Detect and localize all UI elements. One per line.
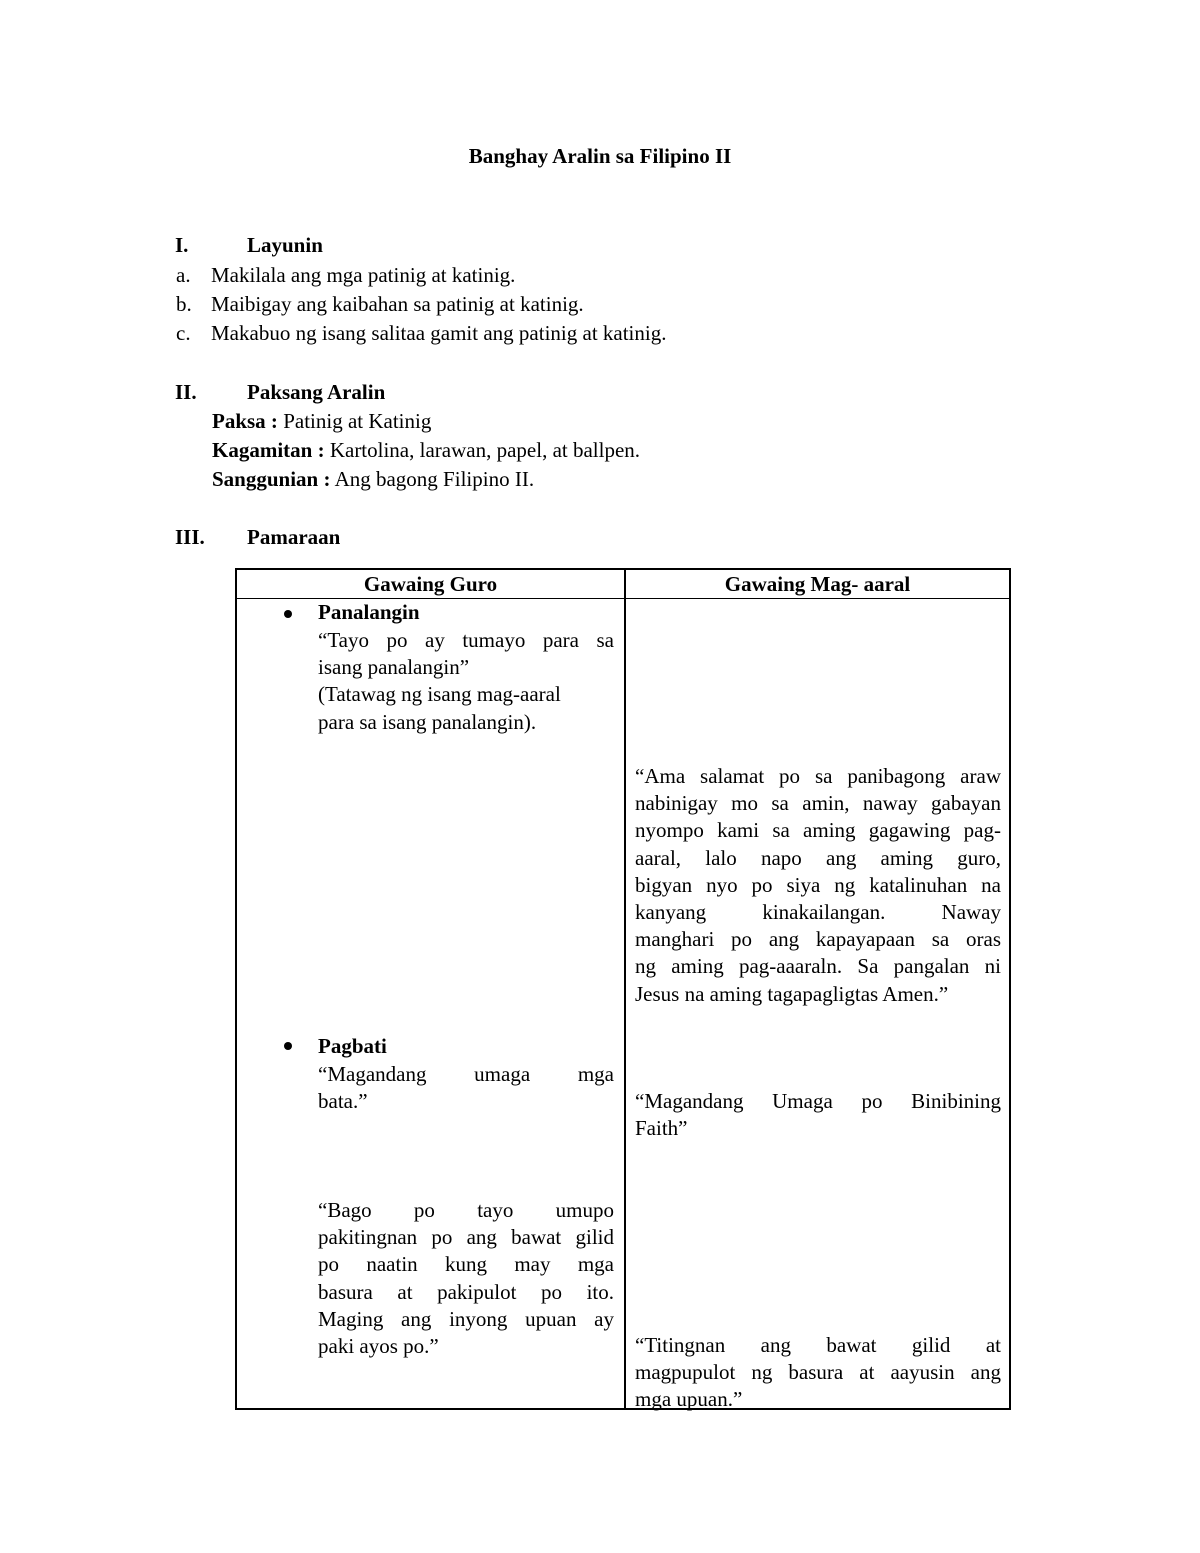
paksa-line — [212, 409, 431, 434]
objective-letter: c. — [176, 321, 191, 345]
objective-text: Makilala ang mga patinig at katinig. — [211, 263, 516, 287]
kagamitan-value: Kartolina, larawan, papel, at ballpen. — [324, 438, 641, 462]
text-line: kanyang kinakailangan. Naway — [635, 900, 1001, 925]
guro-panalangin-text — [318, 627, 614, 736]
mag-aaral-panalangin-text — [635, 763, 1001, 1008]
guro-bago-text — [318, 1197, 614, 1360]
text-line: pakitingnan po ang bawat gilid — [318, 1225, 614, 1250]
bullet-icon — [284, 1042, 292, 1050]
header-gawaing-mag-aaral: Gawaing Mag- aaral — [724, 572, 911, 596]
objective-letter: a. — [176, 263, 191, 287]
text-line: Maging ang inyong upuan ay — [318, 1306, 614, 1331]
text-line: Faith” — [635, 1116, 688, 1141]
sanggunian-value: Ang bagong Filipino II. — [330, 467, 535, 491]
section-title-paksang-aralin: Paksang Aralin — [247, 380, 386, 404]
text-line: “Magandang umaga mga — [318, 1062, 614, 1086]
section-number-layunin: I. — [175, 233, 189, 257]
text-line: nabinigay mo sa amin, naway gabayan — [635, 791, 1001, 816]
text-line: para sa isang panalangin). — [318, 709, 537, 734]
text-line: “Tayo po ay tumayo para sa — [318, 628, 614, 652]
text-line: bigyan nyo po siya ng katalinuhan na — [635, 872, 1001, 897]
sanggunian-label: Sanggunian : — [212, 467, 331, 491]
section-title-layunin: Layunin — [247, 233, 323, 257]
header-gawaing-guro: Gawaing Guro — [363, 572, 498, 596]
section-number-paksang-aralin: II. — [175, 380, 197, 404]
text-line: paki ayos po.” — [318, 1334, 439, 1359]
section-number-pamaraan: III. — [175, 525, 205, 549]
text-line: aaral, lalo napo ang aming guro, — [635, 845, 1001, 870]
kagamitan-line — [212, 438, 640, 463]
objective-letter: b. — [176, 292, 192, 316]
paksa-label: Paksa : — [212, 409, 278, 433]
objective-text: Maibigay ang kaibahan sa patinig at katinig. — [211, 292, 584, 316]
text-line: “Titingnan ang bawat gilid at — [635, 1333, 1001, 1357]
sanggunian-line — [212, 467, 534, 492]
text-line: Jesus na aming tagapagligtas Amen.” — [635, 981, 949, 1006]
section-title-pamaraan: Pamaraan — [247, 525, 341, 549]
bullet-icon — [284, 610, 292, 618]
pagbati-title: Pagbati — [318, 1034, 387, 1058]
page-title: Banghay Aralin sa Filipino II — [468, 144, 732, 168]
text-line: nyompo kami sa aming gagawing pag- — [635, 818, 1001, 843]
mag-aaral-pagbati-text — [635, 1088, 1001, 1142]
pamaraan-table — [235, 568, 1011, 1410]
paksa-value: Patinig at Katinig — [277, 409, 432, 433]
guro-pagbati-text — [318, 1061, 614, 1115]
text-line: “Magandang Umaga po Binibining — [635, 1089, 1001, 1113]
column-divider — [624, 570, 626, 1408]
mag-aaral-titingnan-text — [635, 1332, 1001, 1414]
text-line: magpupulot ng basura at aayusin ang — [635, 1360, 1001, 1385]
panalangin-title: Panalangin — [318, 600, 420, 624]
text-line: basura at pakipulot po ito. — [318, 1279, 614, 1304]
text-line: (Tatawag ng isang mag-aaral — [318, 682, 561, 707]
text-line: mga upuan.” — [635, 1387, 743, 1412]
text-line: po naatin kung may mga — [318, 1252, 614, 1277]
text-line: manghari po ang kapayapaan sa oras — [635, 927, 1001, 952]
header-divider — [237, 598, 1009, 599]
text-line: isang panalangin” — [318, 655, 470, 680]
text-line: ng aming pag-aaaraln. Sa pangalan ni — [635, 954, 1001, 979]
text-line: “Ama salamat po sa panibagong araw — [635, 764, 1001, 788]
text-line: bata.” — [318, 1089, 368, 1114]
kagamitan-label: Kagamitan : — [212, 438, 325, 462]
objective-text: Makabuo ng isang salitaa gamit ang patinig at katinig. — [211, 321, 667, 345]
text-line: “Bago po tayo umupo — [318, 1198, 614, 1222]
